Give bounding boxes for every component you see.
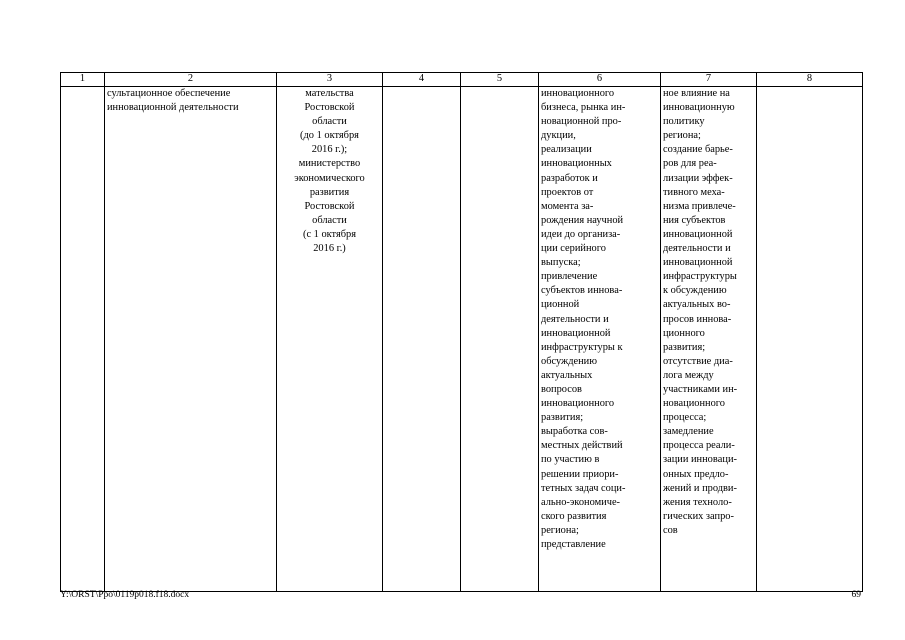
cell-line: местных действий [541,440,623,452]
cell-line: развития; [541,412,584,424]
cell-line: деятельности и [663,243,731,255]
cell-line: инфраструктуры к [541,341,623,353]
cell-line: ского развития [541,510,607,522]
cell-line: замедление [663,426,714,438]
column-header-7: 7 [661,73,757,87]
cell-col-2 [105,87,277,592]
cell-line: выработка сов- [541,426,608,438]
cell-line: момента за- [541,200,594,212]
cell-line: рождения научной [541,214,624,226]
cell-line: министерство [298,158,361,170]
cell-line: решении приори- [541,468,619,480]
cell-line: отсутствие диа- [663,355,733,367]
cell-line: идеи до организа- [541,228,621,240]
cell-line: Ростовской [304,200,355,212]
cell-col-4 [383,87,461,592]
cell-line: инновационной [663,257,733,269]
cell-line: тетных задач соци- [541,482,626,494]
cell-line: 2016 г.); [311,144,348,156]
cell-line: лога между [663,369,714,381]
cell-line: низма привлече- [663,200,736,212]
cell-line: дукции, [541,130,576,142]
column-header-3: 3 [277,73,383,87]
footer-file-path: Y:\ORST\Ppo\0119p018.f18.docx [60,590,190,600]
cell-line: участниками ин- [663,383,738,395]
cell-line: ния субъектов [663,214,726,226]
cell-line: новационной про- [541,116,622,128]
cell-line: представление [541,539,606,550]
cell-line: инновационной [541,327,611,339]
column-header-4: 4 [383,73,461,87]
cell-line: ционной [541,299,580,311]
cell-line: ции серийного [541,243,606,255]
cell-line: деятельности и [541,313,609,325]
cell-line: актуальных во- [663,299,731,311]
cell-line: мательства [305,88,354,99]
cell-line: инновационной деятельности [107,102,239,114]
cell-line: (до 1 октября [300,130,359,142]
cell-line: привлечение [541,271,598,283]
cell-line: развития [309,186,350,198]
cell-line: экономического [294,172,365,184]
cell-line: ров для реа- [663,158,717,170]
cell-line: субъектов иннова- [541,285,623,297]
cell-line: жений и продви- [663,482,737,494]
cell-line: тивного меха- [663,186,725,198]
column-header-6: 6 [539,73,661,87]
cell-line: (с 1 октября [302,228,356,240]
cell-line: сультационное обеспечение [107,88,231,99]
cell-col-6 [539,87,661,592]
table-header-row [61,73,863,87]
cell-line: ное влияние на [663,88,730,99]
cell-line: области [312,214,347,226]
cell-line: сов [663,524,678,536]
column-header-2: 2 [105,73,277,87]
cell-line: развития; [663,341,706,353]
cell-line: лизации эффек- [663,172,733,184]
cell-line: Ростовской [304,102,355,114]
cell-line: жения техноло- [663,496,732,508]
cell-line: политику [663,116,705,128]
cell-line: инновационную [663,102,735,114]
column-header-1: 1 [61,73,105,87]
cell-col-3 [277,87,383,592]
cell-line: инновационных [541,158,612,170]
cell-line: к обсуждению [663,285,727,297]
cell-col-1 [61,87,105,592]
cell-line: инновационного [541,88,615,99]
cell-line: гических запро- [663,510,734,522]
cell-line: ально-экономиче- [541,496,621,508]
cell-line: вопросов [541,383,582,395]
cell-line: обсуждению [541,355,597,367]
column-header-8: 8 [757,73,863,87]
cell-line: создание барье- [663,144,733,156]
cell-line: инновационной [663,228,733,240]
cell-col-8 [757,87,863,592]
footer-page-number: 69 [851,590,861,600]
cell-line: реализации [541,144,592,156]
cell-line: просов иннова- [663,313,732,325]
document-table [60,72,863,592]
cell-line: региона; [541,524,579,536]
cell-line: онных предло- [663,468,729,480]
cell-col-7 [661,87,757,592]
cell-line: области [312,116,347,128]
cell-line: инфраструктуры [663,271,737,283]
cell-col-5 [461,87,539,592]
cell-line: процесса реали- [663,440,735,452]
cell-line: бизнеса, рынка ин- [541,102,626,114]
cell-line: зации инновaци- [663,454,737,466]
cell-line: проектов от [541,186,594,198]
cell-line: ционного [663,327,705,339]
cell-line: разработок и [541,172,598,184]
cell-line: региона; [663,130,701,142]
cell-line: новационного [663,398,725,410]
cell-line: 2016 г.) [313,243,346,255]
column-header-5: 5 [461,73,539,87]
cell-line: инновационного [541,398,615,410]
cell-line: процесса; [663,412,707,424]
table-row [61,87,863,592]
cell-line: выпуска; [541,257,581,269]
cell-line: по участию в [541,454,600,466]
cell-line: актуальных [541,369,593,381]
